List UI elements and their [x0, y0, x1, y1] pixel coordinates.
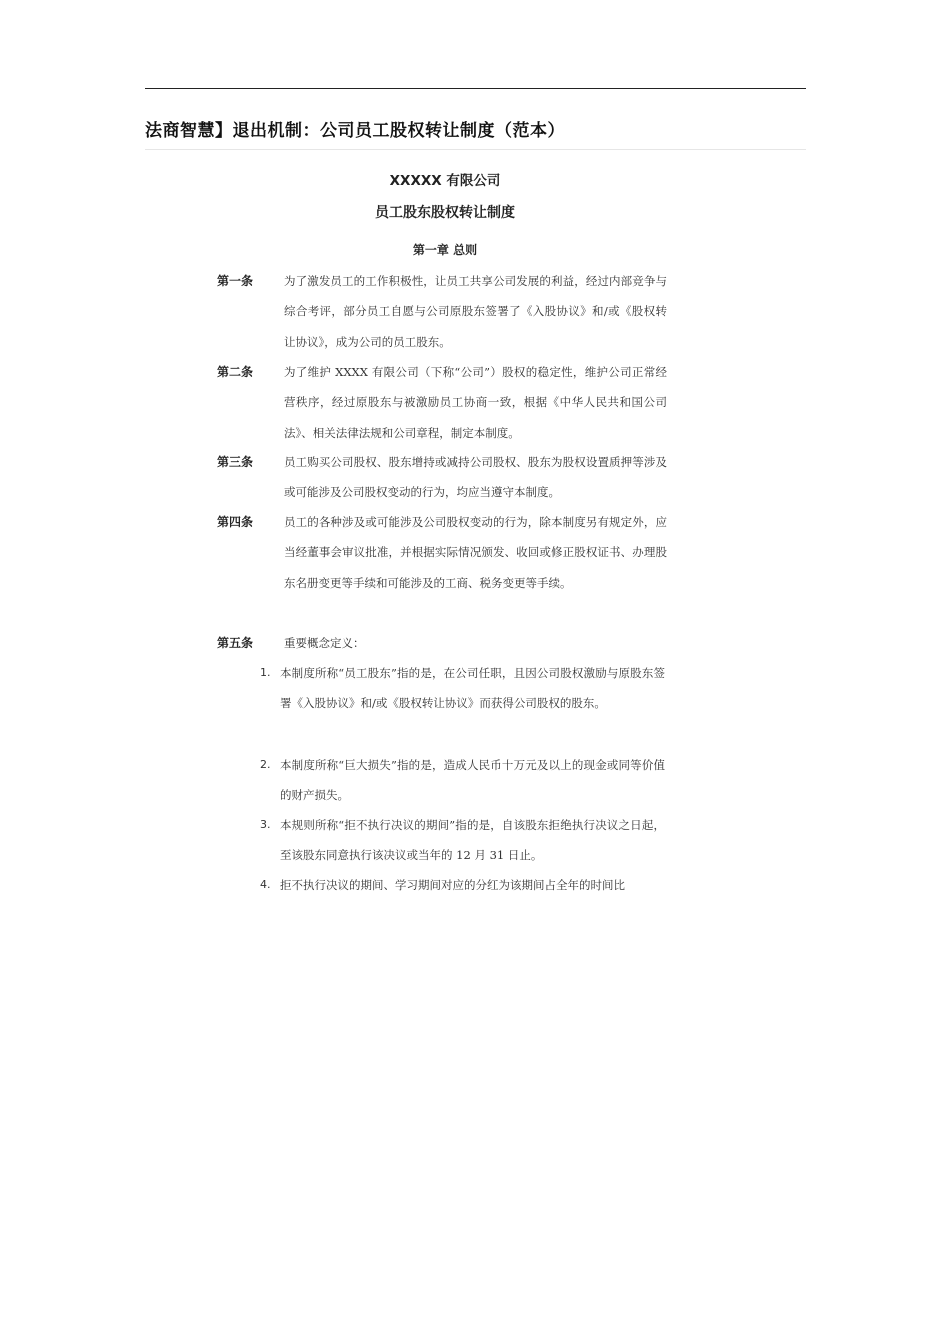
document-title: 员工股东股权转让制度	[375, 205, 515, 221]
article-label: 第一条	[217, 274, 254, 288]
article-text: 为了激发员工的工作积极性，让员工共享公司发展的利益，经过内部竞争与综合考评，部分员工自愿与公司原股东签署了《入股协议》和/或《股权转让协议》，成为公司的员工股东。	[284, 274, 667, 349]
definition-text: 拒不执行决议的期间、学习期间对应的分红为该期间占全年的时间比	[280, 878, 625, 892]
definition-text: 本制度所称“巨大损失”指的是，造成人民币十万元及以上的现金或同等价值的财产损失。	[280, 758, 665, 803]
document-image	[200, 160, 690, 900]
chapter-title: 第一章 总则	[412, 243, 478, 257]
article-label: 第五条	[217, 636, 254, 650]
article-text: 重要概念定义：	[284, 636, 365, 650]
definition-number: 3.	[260, 818, 271, 831]
definition-number: 2.	[260, 758, 271, 771]
definition-number: 1.	[260, 666, 271, 679]
definition-text: 本规则所称“拒不执行决议的期间”指的是，自该股东拒绝执行决议之日起，至该股东同意执行该决议或当年的 12 月 31 日止。	[280, 818, 665, 863]
title-divider	[145, 149, 806, 150]
article-text: 为了维护 XXXX 有限公司（下称“公司”）股权的稳定性，维护公司正常经营秩序，经过原股东与被激励员工协商一致，根据《中华人民共和国公司法》、相关法律法规和公司章程，制定本制度。	[284, 365, 667, 440]
article-label: 第三条	[217, 455, 254, 469]
article-title: 法商智慧】退出机制：公司员工股权转让制度（范本）	[145, 121, 565, 141]
company-name: XXXXX 有限公司	[389, 173, 501, 189]
top-rule	[145, 88, 806, 89]
definition-number: 4.	[260, 878, 271, 891]
article-label: 第二条	[217, 365, 254, 379]
article-label: 第四条	[217, 515, 254, 529]
article-text: 员工的各种涉及或可能涉及公司股权变动的行为，除本制度另有规定外，应当经董事会审议批准，并根据实际情况颁发、收回或修正股权证书、办理股东名册变更等手续和可能涉及的工商、税务变更等手续。	[284, 515, 667, 590]
definition-text: 本制度所称“员工股东”指的是，在公司任职，且因公司股权激励与原股东签署《入股协议》和/或《股权转让协议》而获得公司股权的股东。	[280, 666, 665, 711]
article-text: 员工购买公司股权、股东增持或减持公司股权、股东为股权设置质押等涉及或可能涉及公司股权变动的行为，均应当遵守本制度。	[284, 455, 667, 500]
